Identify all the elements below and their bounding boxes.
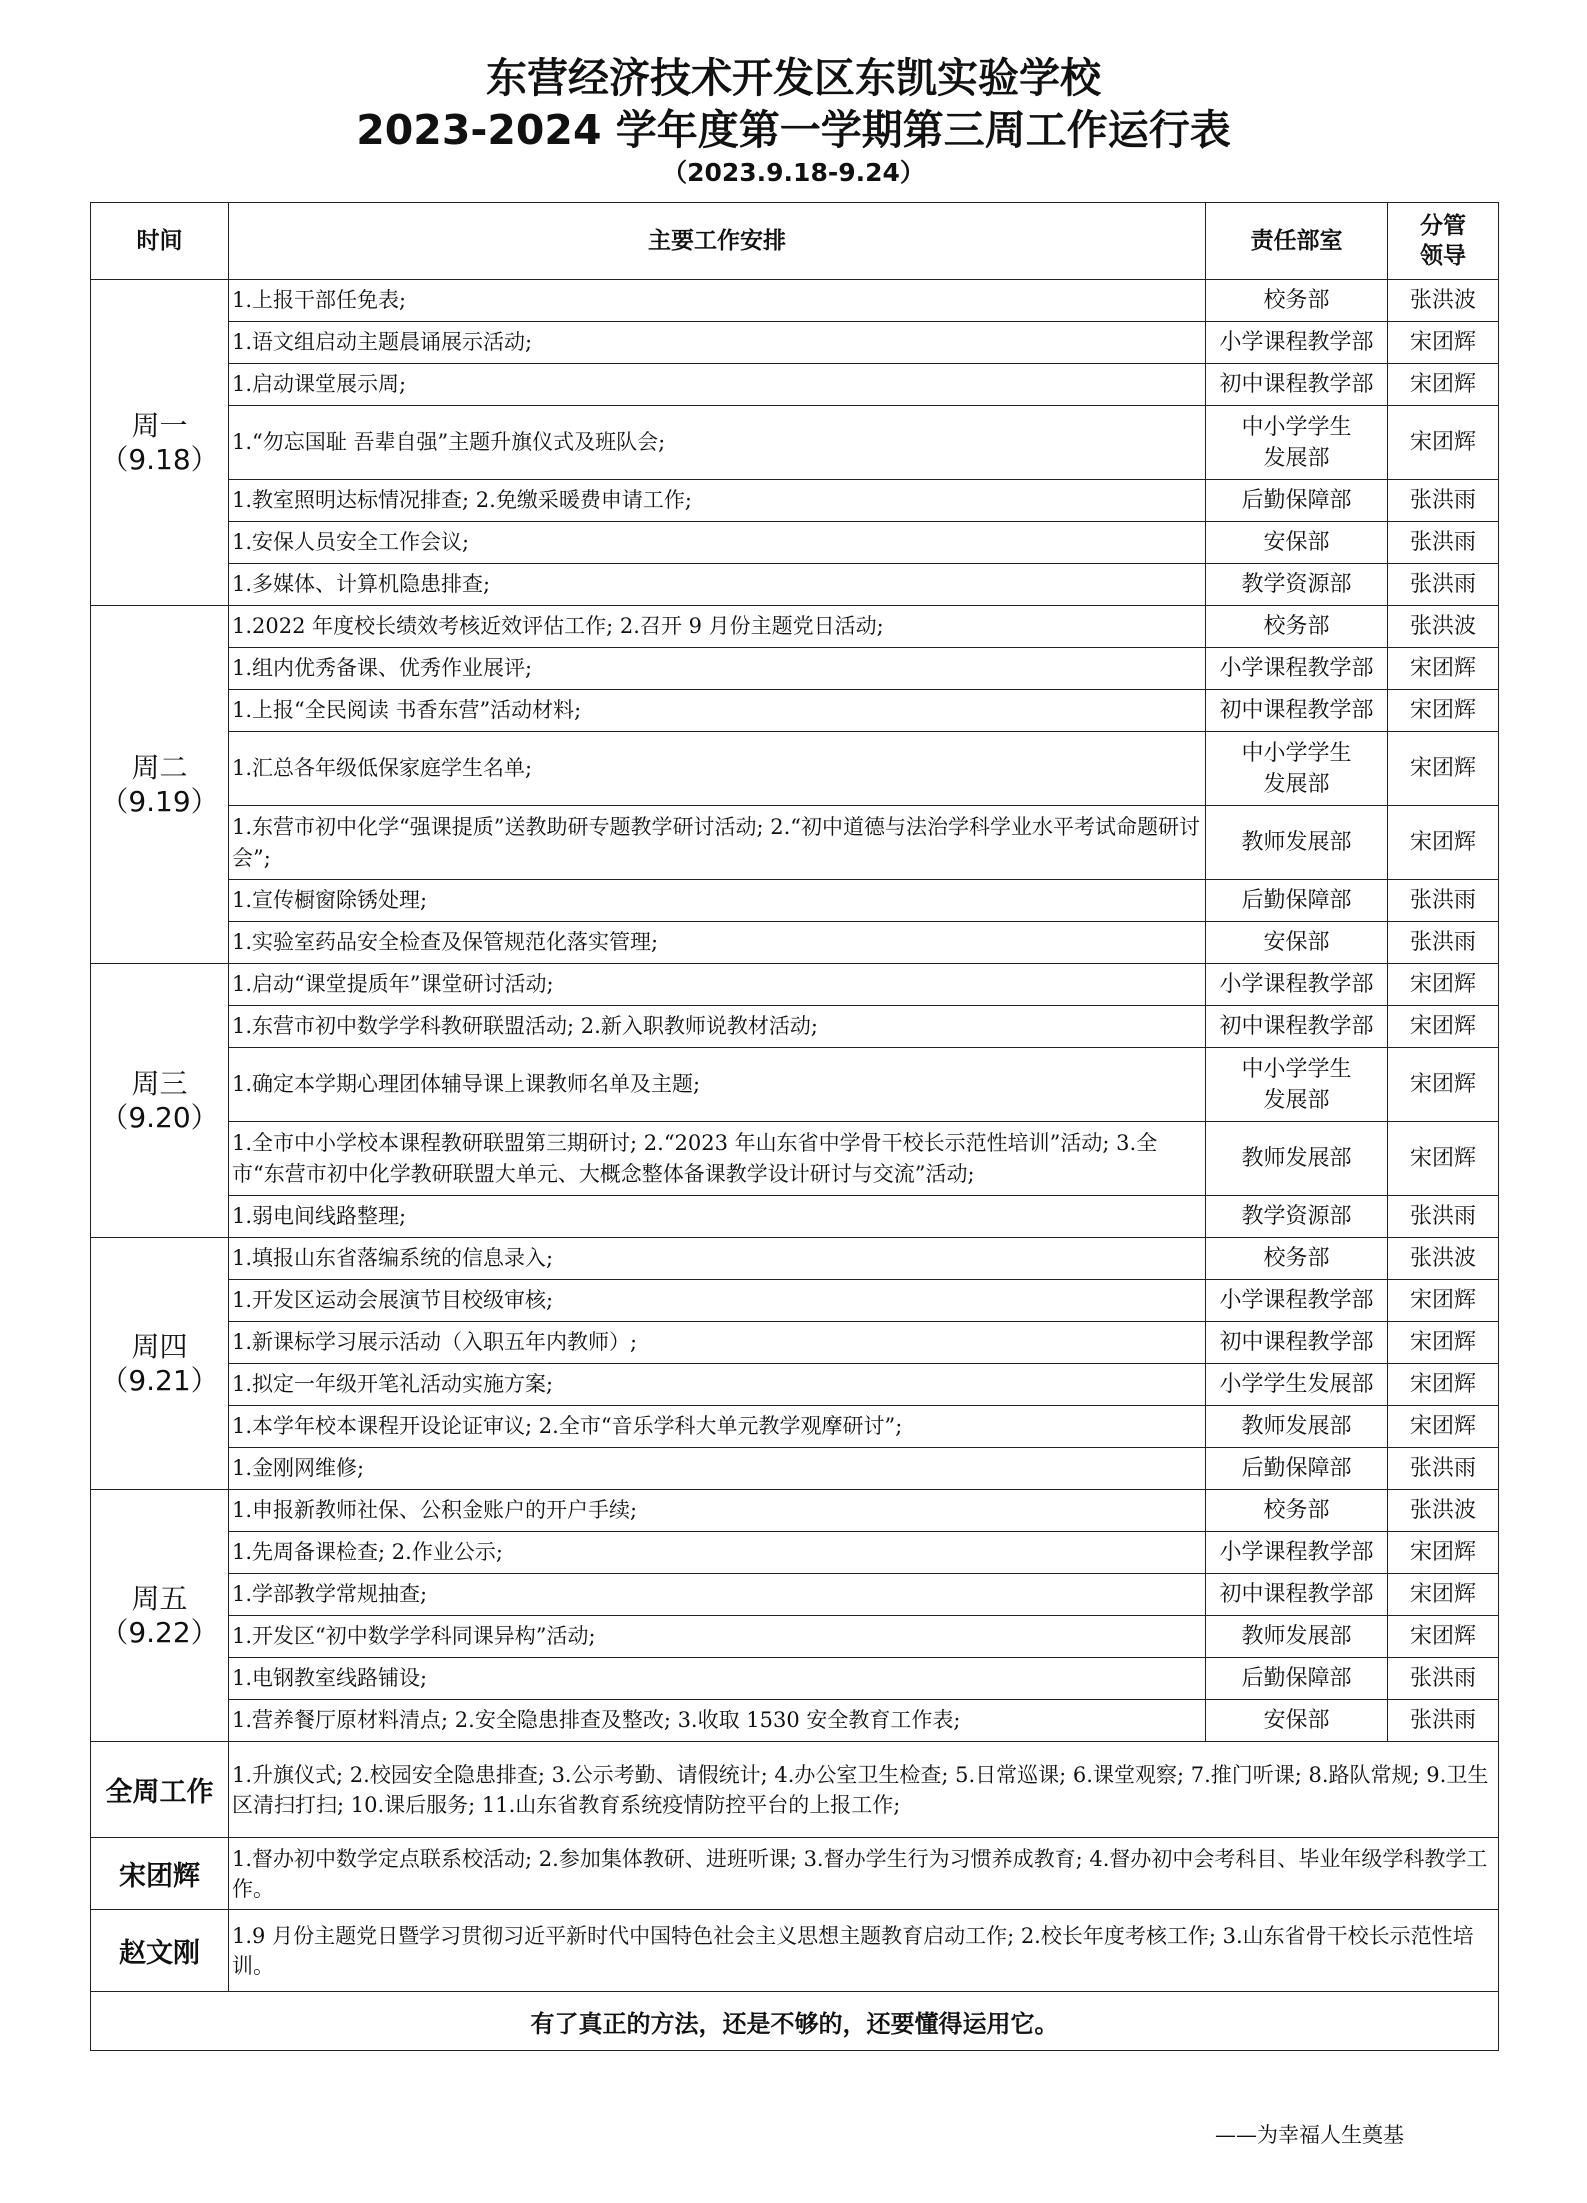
dept-cell: 教师发展部: [1206, 1406, 1388, 1448]
table-row: [91, 406, 1499, 480]
dept-cell: 教师发展部: [1206, 1122, 1388, 1196]
leader-cell: 宋团辉: [1388, 322, 1499, 364]
dept-cell: 教学资源部: [1206, 564, 1388, 606]
dept-cell: 中小学学生发展部: [1206, 406, 1388, 480]
dept-cell: 小学课程教学部: [1206, 648, 1388, 690]
task-cell: 1.拟定一年级开笔礼活动实施方案;: [229, 1364, 1206, 1406]
table-row: [91, 922, 1499, 964]
table-row: [91, 648, 1499, 690]
table-row: [91, 606, 1499, 648]
leader-cell: 张洪波: [1388, 280, 1499, 322]
dept-cell: 初中课程教学部: [1206, 1322, 1388, 1364]
header-dept: 责任部室: [1206, 203, 1388, 280]
leader-cell: 宋团辉: [1388, 1532, 1499, 1574]
day-cell: [91, 280, 229, 606]
leader-cell: 张洪雨: [1388, 880, 1499, 922]
dept-cell: 小学课程教学部: [1206, 1280, 1388, 1322]
table-row: [91, 880, 1499, 922]
leader-cell: 宋团辉: [1388, 1574, 1499, 1616]
header-leader: [1388, 203, 1499, 280]
table-row: [91, 806, 1499, 880]
day-cell: [91, 606, 229, 964]
schedule-body: [91, 280, 1499, 2051]
table-row: [91, 322, 1499, 364]
schedule-table: [90, 202, 1499, 2051]
leader-cell: 宋团辉: [1388, 1048, 1499, 1122]
leader-cell: 张洪雨: [1388, 922, 1499, 964]
day-cell: [91, 1238, 229, 1490]
day-cell: [91, 964, 229, 1238]
table-row: [91, 1574, 1499, 1616]
task-cell: 1.启动“课堂提质年”课堂研讨活动;: [229, 964, 1206, 1006]
dept-cell: 教学资源部: [1206, 1196, 1388, 1238]
document-title-line2: 2023-2024 学年度第一学期第三周工作运行表: [356, 106, 1231, 154]
task-cell: 1.新课标学习展示活动（入职五年内教师）;: [229, 1322, 1206, 1364]
dept-cell: 后勤保障部: [1206, 880, 1388, 922]
leader-cell: 张洪雨: [1388, 564, 1499, 606]
dept-cell: 中小学学生发展部: [1206, 732, 1388, 806]
date-range: （2023.9.18-9.24）: [662, 158, 925, 187]
header-row: [91, 203, 1499, 280]
leader-cell: 张洪波: [1388, 606, 1499, 648]
task-cell: 1.学部教学常规抽查;: [229, 1574, 1206, 1616]
leader-cell: 宋团辉: [1388, 1006, 1499, 1048]
day-date: （9.19）: [100, 784, 219, 818]
leader-cell: 宋团辉: [1388, 364, 1499, 406]
day-name: 周四: [131, 1329, 188, 1363]
summary-row: [91, 1742, 1499, 1838]
task-cell: 1.全市中小学校本课程教研联盟第三期研讨; 2.“2023 年山东省中学骨干校长示范性培训”活动; 3.全市“东营市初中化学教研联盟大单元、大概念整体备课教学设计研讨与交流”活动;: [229, 1122, 1206, 1196]
table-row: [91, 1658, 1499, 1700]
task-cell: 1.开发区运动会展演节目校级审核;: [229, 1280, 1206, 1322]
dept-cell: 初中课程教学部: [1206, 364, 1388, 406]
day-date: （9.21）: [100, 1363, 219, 1397]
table-row: [91, 964, 1499, 1006]
task-cell: 1.弱电间线路整理;: [229, 1196, 1206, 1238]
summary-label: 全周工作: [91, 1742, 229, 1838]
dept-cell: 后勤保障部: [1206, 1448, 1388, 1490]
task-cell: 1.“勿忘国耻 吾辈自强”主题升旗仪式及班队会;: [229, 406, 1206, 480]
table-row: [91, 1406, 1499, 1448]
task-cell: 1.金刚网维修;: [229, 1448, 1206, 1490]
dept-cell: 校务部: [1206, 606, 1388, 648]
task-cell: 1.启动课堂展示周;: [229, 364, 1206, 406]
leader-cell: 张洪雨: [1388, 1700, 1499, 1742]
leader-cell: 宋团辉: [1388, 732, 1499, 806]
table-row: [91, 1006, 1499, 1048]
task-cell: 1.实验室药品安全检查及保管规范化落实管理;: [229, 922, 1206, 964]
task-cell: 1.东营市初中数学学科教研联盟活动; 2.新入职教师说教材活动;: [229, 1006, 1206, 1048]
header-leader-text: 分管领导: [1419, 213, 1466, 269]
dept-cell: 校务部: [1206, 280, 1388, 322]
leader-cell: 宋团辉: [1388, 648, 1499, 690]
leader-cell: 宋团辉: [1388, 964, 1499, 1006]
leader-cell: 张洪雨: [1388, 1658, 1499, 1700]
table-row: [91, 1532, 1499, 1574]
leader-cell: 宋团辉: [1388, 690, 1499, 732]
dept-cell: 后勤保障部: [1206, 480, 1388, 522]
dept-cell: 小学课程教学部: [1206, 1532, 1388, 1574]
dept-cell: 初中课程教学部: [1206, 1006, 1388, 1048]
task-cell: 1.上报干部任免表;: [229, 280, 1206, 322]
footer-slogan: ——为幸福人生奠基: [1215, 2123, 1404, 2147]
table-row: [91, 364, 1499, 406]
task-cell: 1.安保人员安全工作会议;: [229, 522, 1206, 564]
dept-cell: 初中课程教学部: [1206, 690, 1388, 732]
summary-task: 1.升旗仪式; 2.校园安全隐患排查; 3.公示考勤、请假统计; 4.办公室卫生检查; 5.日常巡课; 6.课堂观察; 7.推门听课; 8.路队常规; 9.卫生区清扫打扫; 10.课后服务; 11.山东省教育系统疫情防控平台的上报工作;: [229, 1742, 1499, 1838]
summary-task: 1.9 月份主题党日暨学习贯彻习近平新时代中国特色社会主义思想主题教育启动工作; 2.校长年度考核工作; 3.山东省骨干校长示范性培训。: [229, 1910, 1499, 1992]
task-cell: 1.东营市初中化学“强课提质”送教助研专题教学研讨活动; 2.“初中道德与法治学科学业水平考试命题研讨会”;: [229, 806, 1206, 880]
day-date: （9.18）: [100, 442, 219, 476]
task-cell: 1.宣传橱窗除锈处理;: [229, 880, 1206, 922]
dept-cell: 小学课程教学部: [1206, 964, 1388, 1006]
day-name: 周五: [131, 1581, 188, 1615]
day-name: 周二: [131, 750, 188, 784]
task-cell: 1.多媒体、计算机隐患排查;: [229, 564, 1206, 606]
table-row: [91, 1616, 1499, 1658]
leader-cell: 宋团辉: [1388, 1122, 1499, 1196]
table-row: [91, 1490, 1499, 1532]
task-cell: 1.申报新教师社保、公积金账户的开户手续;: [229, 1490, 1206, 1532]
dept-cell: 安保部: [1206, 522, 1388, 564]
table-row: [91, 564, 1499, 606]
dept-cell: 教师发展部: [1206, 1616, 1388, 1658]
day-name: 周三: [131, 1066, 188, 1100]
leader-cell: 张洪波: [1388, 1238, 1499, 1280]
leader-cell: 宋团辉: [1388, 1364, 1499, 1406]
table-row: [91, 1364, 1499, 1406]
day-date: （9.22）: [100, 1615, 219, 1649]
day-name: 周一: [131, 408, 188, 442]
table-row: [91, 690, 1499, 732]
leader-cell: 宋团辉: [1388, 1406, 1499, 1448]
task-cell: 1.本学年校本课程开设论证审议; 2.全市“音乐学科大单元教学观摩研讨”;: [229, 1406, 1206, 1448]
dept-cell: 安保部: [1206, 922, 1388, 964]
task-cell: 1.2022 年度校长绩效考核近效评估工作; 2.召开 9 月份主题党日活动;: [229, 606, 1206, 648]
table-row: [91, 1196, 1499, 1238]
task-cell: 1.上报“全民阅读 书香东营”活动材料;: [229, 690, 1206, 732]
dept-cell: 校务部: [1206, 1238, 1388, 1280]
leader-cell: 张洪雨: [1388, 522, 1499, 564]
task-cell: 1.先周备课检查; 2.作业公示;: [229, 1532, 1206, 1574]
leader-cell: 张洪雨: [1388, 1448, 1499, 1490]
table-row: [91, 732, 1499, 806]
header-time: 时间: [91, 203, 229, 280]
leader-cell: 宋团辉: [1388, 806, 1499, 880]
table-row: [91, 522, 1499, 564]
table-row: [91, 1280, 1499, 1322]
task-cell: 1.组内优秀备课、优秀作业展评;: [229, 648, 1206, 690]
task-cell: 1.营养餐厅原材料清点; 2.安全隐患排查及整改; 3.收取 1530 安全教育工作表;: [229, 1700, 1206, 1742]
leader-cell: 宋团辉: [1388, 1280, 1499, 1322]
task-cell: 1.语文组启动主题晨诵展示活动;: [229, 322, 1206, 364]
table-row: [91, 280, 1499, 322]
summary-row: [91, 1838, 1499, 1910]
table-row: [91, 1238, 1499, 1280]
task-cell: 1.填报山东省落编系统的信息录入;: [229, 1238, 1206, 1280]
header-work: 主要工作安排: [229, 203, 1206, 280]
summary-task: 1.督办初中数学定点联系校活动; 2.参加集体教研、进班听课; 3.督办学生行为习惯养成教育; 4.督办初中会考科目、毕业年级学科教学工作。: [229, 1838, 1499, 1910]
task-cell: 1.汇总各年级低保家庭学生名单;: [229, 732, 1206, 806]
table-row: [91, 1122, 1499, 1196]
dept-cell: 小学学生发展部: [1206, 1364, 1388, 1406]
dept-cell: 中小学学生发展部: [1206, 1048, 1388, 1122]
day-date: （9.20）: [100, 1100, 219, 1134]
task-cell: 1.电钢教室线路铺设;: [229, 1658, 1206, 1700]
table-row: [91, 1700, 1499, 1742]
dept-cell: 小学课程教学部: [1206, 322, 1388, 364]
leader-cell: 张洪雨: [1388, 1196, 1499, 1238]
table-row: [91, 1448, 1499, 1490]
table-row: [91, 480, 1499, 522]
dept-cell: 校务部: [1206, 1490, 1388, 1532]
summary-label: 宋团辉: [91, 1838, 229, 1910]
table-row: [91, 1322, 1499, 1364]
leader-cell: 张洪波: [1388, 1490, 1499, 1532]
task-cell: 1.教室照明达标情况排查; 2.免缴采暖费申请工作;: [229, 480, 1206, 522]
motto-text: 有了真正的方法，还是不够的，还要懂得运用它。: [91, 1992, 1499, 2051]
summary-row: [91, 1910, 1499, 1992]
dept-cell: 初中课程教学部: [1206, 1574, 1388, 1616]
day-cell: [91, 1490, 229, 1742]
dept-cell: 安保部: [1206, 1700, 1388, 1742]
leader-cell: 张洪雨: [1388, 480, 1499, 522]
leader-cell: 宋团辉: [1388, 1322, 1499, 1364]
document-title-line1: 东营经济技术开发区东凯实验学校: [486, 54, 1101, 102]
task-cell: 1.确定本学期心理团体辅导课上课教师名单及主题;: [229, 1048, 1206, 1122]
summary-label: 赵文刚: [91, 1910, 229, 1992]
dept-cell: 教师发展部: [1206, 806, 1388, 880]
task-cell: 1.开发区“初中数学学科同课异构”活动;: [229, 1616, 1206, 1658]
motto-row: [91, 1992, 1499, 2051]
leader-cell: 宋团辉: [1388, 1616, 1499, 1658]
dept-cell: 后勤保障部: [1206, 1658, 1388, 1700]
table-row: [91, 1048, 1499, 1122]
leader-cell: 宋团辉: [1388, 406, 1499, 480]
